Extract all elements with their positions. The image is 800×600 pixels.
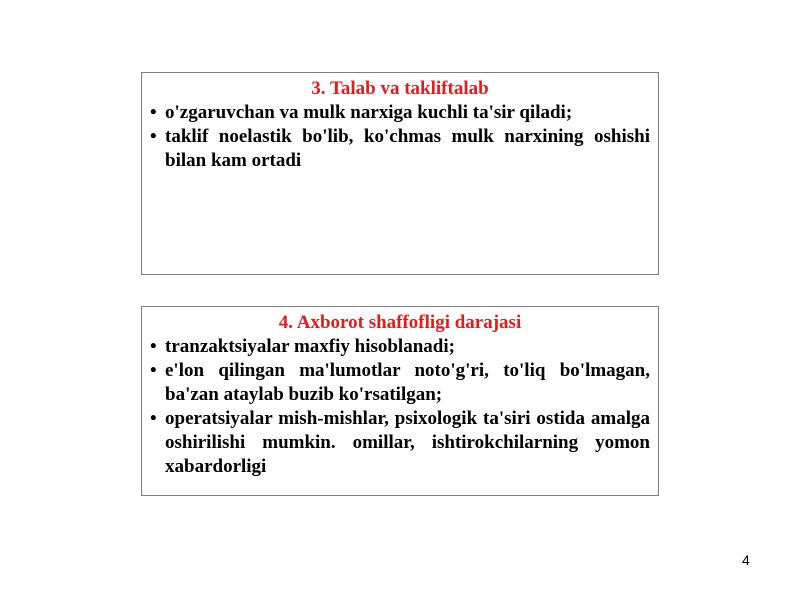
bullet-list bbox=[150, 101, 650, 173]
bullet-item: • o'zgaruvchan va mulk narxiga kuchli ta'sir qiladi; bbox=[150, 101, 650, 125]
bullet-item: • taklif noelastik bo'lib, ko'chmas mulk narxining oshishi bilan kam ortadi bbox=[150, 125, 650, 173]
box-title: 4. Axborot shaffofligi darajasi bbox=[278, 312, 522, 333]
text-box-axborot-shaffofligi bbox=[141, 306, 659, 496]
bullet-item: • e'lon qilingan ma'lumotlar noto'g'ri, to'liq bo'lmagan, ba'zan ataylab buzib ko'rsatilgan; bbox=[150, 359, 650, 407]
box-title: 3. Talab va takliftalab bbox=[311, 78, 489, 99]
page-number: 4 bbox=[742, 552, 750, 568]
bullet-item: • tranzaktsiyalar maxfiy hisoblanadi; bbox=[150, 335, 650, 359]
bullet-list bbox=[150, 335, 650, 479]
text-box-talab-va-taklif bbox=[141, 72, 659, 275]
bullet-item: • operatsiyalar mish-mishlar, psixologik ta'siri ostida amalga oshirilishi mumkin. omillar, ishtirokchilarning yomon xabardorligi bbox=[150, 407, 650, 479]
